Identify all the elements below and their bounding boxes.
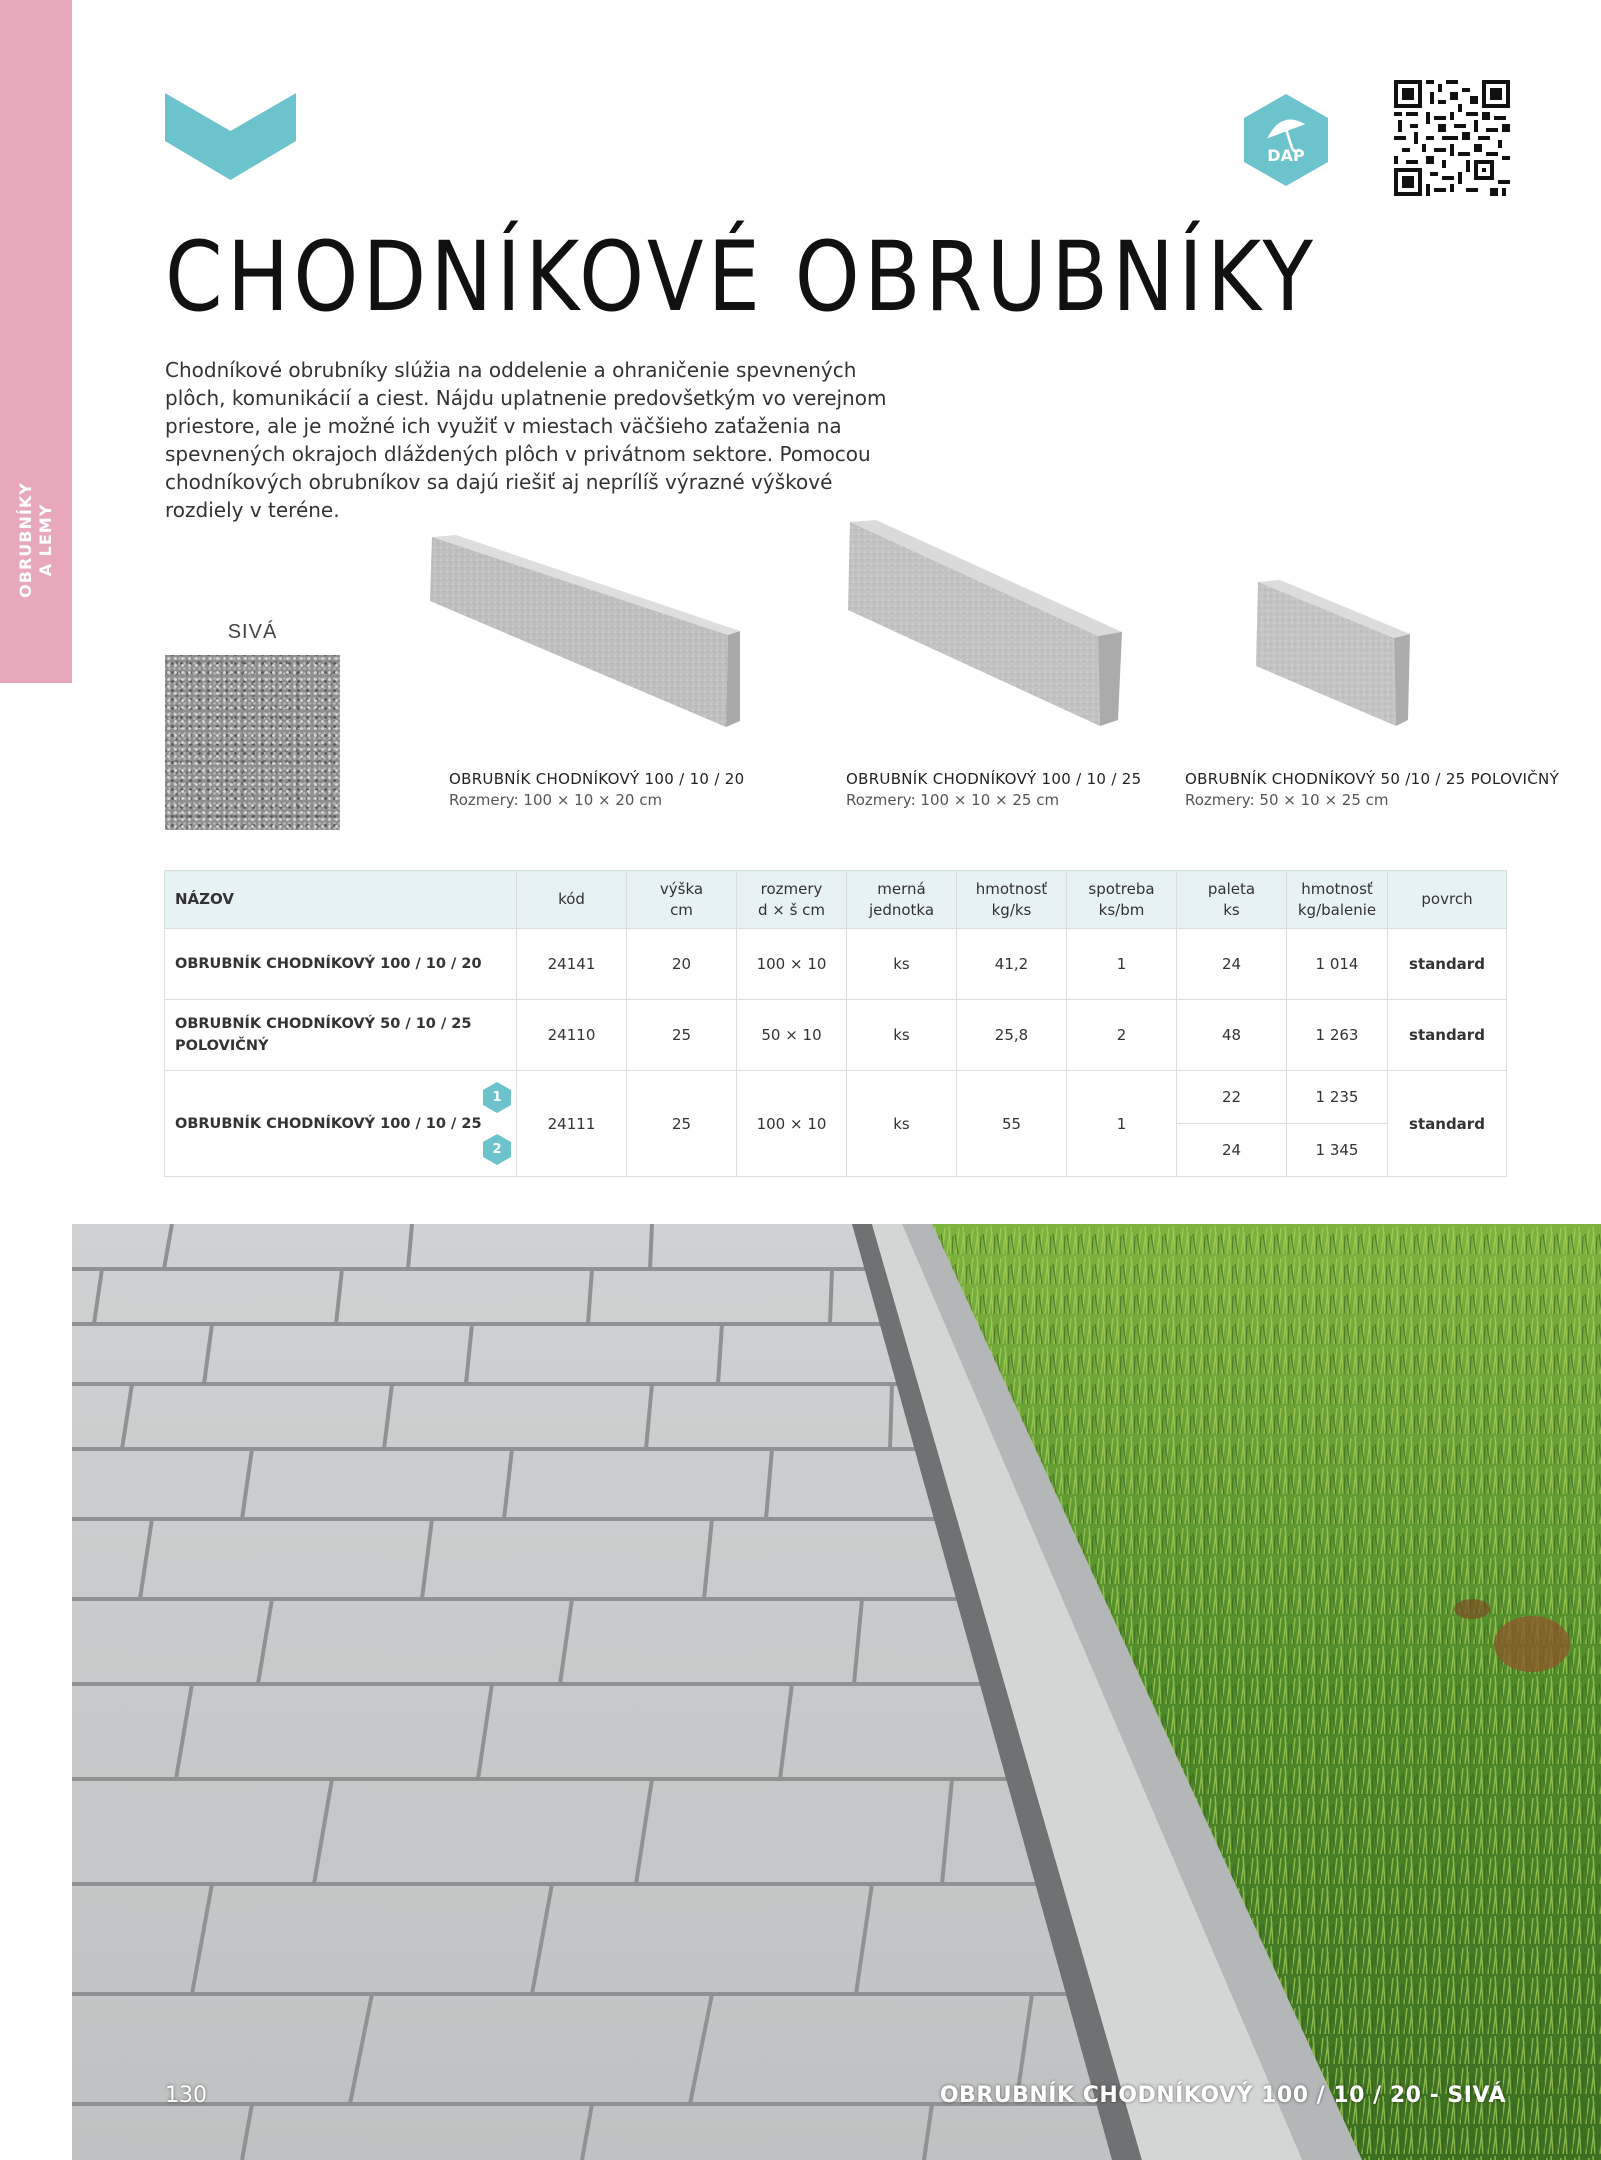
row-vyska: 25 [627, 1071, 737, 1177]
header-vyska: výška cm [627, 871, 737, 929]
side-tab-label [16, 482, 56, 598]
product-dimensions: Rozmery: 100 × 10 × 20 cm [449, 791, 663, 809]
page-title: CHODNÍKOVÉ OBRUBNÍKY [165, 221, 1318, 333]
row-jednotka: ks [847, 1071, 957, 1177]
header-nazov: NÁZOV [165, 871, 517, 929]
product-name: OBRUBNÍK CHODNÍKOVÝ 50 /10 / 25 POLOVIČNÝ [1185, 770, 1560, 788]
row-rozmery: 50 × 10 [737, 1000, 847, 1071]
page-number: 130 [165, 2083, 207, 2108]
header-povrch: povrch [1388, 871, 1507, 929]
application-photo [72, 1224, 1601, 2160]
row-balenie: 1 345 [1287, 1124, 1388, 1177]
header-hmotnost-balenie: hmotnosť kg/balenie [1287, 871, 1388, 929]
row-rozmery: 100 × 10 [737, 1071, 847, 1177]
product-image-50-10-25[interactable] [1254, 580, 1410, 726]
product-name: OBRUBNÍK CHODNÍKOVÝ 100 / 10 / 20 [449, 770, 745, 788]
intro-paragraph: Chodníkové obrubníky slúžia na oddelenie a ohraničenie spevnených plôch, komunikácií a ciest. Nájdu uplatnenie predovšetkým vo verejnom priestore, ale je možné ich využiť v miestach väčšieho zaťaženia na spevnených okrajoch dláždených plôch v privátnom sektore. Pomocou chodníkových obrubníkov sa dajú riešiť aj neprílíš výrazné výškové rozdiely v teréne. [165, 358, 887, 522]
row-paleta: 24 [1177, 1124, 1287, 1177]
row-name-text: OBRUBNÍK CHODNÍKOVÝ 100 / 10 / 25 [175, 1115, 482, 1132]
side-tab [0, 0, 72, 683]
row-jednotka: ks [847, 929, 957, 1000]
table-row [165, 1000, 1507, 1071]
row-vyska: 25 [627, 1000, 737, 1071]
product-dimensions: Rozmery: 50 × 10 × 25 cm [1185, 791, 1389, 809]
table-row [165, 929, 1507, 1000]
row-spotreba: 2 [1067, 1000, 1177, 1071]
row-name: OBRUBNÍK CHODNÍKOVÝ 50 / 10 / 25 POLOVIČNÝ [165, 1000, 517, 1071]
row-paleta: 22 [1177, 1071, 1287, 1124]
product-caption-2 [846, 769, 1141, 811]
side-tab-line-2: A LEMY [36, 503, 55, 577]
row-vyska: 20 [627, 929, 737, 1000]
header-spotreba: spotreba ks/bm [1067, 871, 1177, 929]
row-rozmery: 100 × 10 [737, 929, 847, 1000]
row-jednotka: ks [847, 1000, 957, 1071]
table-row [165, 1071, 1507, 1124]
row-hmotnost: 55 [957, 1071, 1067, 1177]
variant-badge-2: 2 [482, 1133, 512, 1166]
side-tab-line-1: OBRUBNÍKY [16, 482, 35, 598]
row-povrch: standard [1388, 1000, 1507, 1071]
row-balenie: 1 263 [1287, 1000, 1388, 1071]
dap-label: DAP [1267, 146, 1305, 165]
photo-caption: OBRUBNÍK CHODNÍKOVÝ 100 / 10 / 20 - SIVÁ [939, 2083, 1506, 2108]
row-balenie: 1 235 [1287, 1071, 1388, 1124]
product-caption-1 [449, 769, 744, 811]
row-name [165, 1071, 517, 1177]
row-hmotnost: 25,8 [957, 1000, 1067, 1071]
row-name: OBRUBNÍK CHODNÍKOVÝ 100 / 10 / 20 [165, 929, 517, 1000]
row-povrch: standard [1388, 1071, 1507, 1177]
product-caption-3 [1185, 769, 1559, 811]
header-hmotnost: hmotnosť kg/ks [957, 871, 1067, 929]
row-kod: 24110 [517, 1000, 627, 1071]
chevron-down-icon [165, 93, 296, 180]
variant-badge-1: 1 [482, 1081, 512, 1114]
header-merna-jednotka: merná jednotka [847, 871, 957, 929]
table-header-row [165, 871, 1507, 929]
product-name: OBRUBNÍK CHODNÍKOVÝ 100 / 10 / 25 [846, 770, 1142, 788]
header-paleta: paleta ks [1177, 871, 1287, 929]
dap-badge [1242, 92, 1330, 188]
color-swatch-label: SIVÁ [227, 621, 278, 643]
row-spotreba: 1 [1067, 929, 1177, 1000]
row-kod: 24111 [517, 1071, 627, 1177]
row-balenie: 1 014 [1287, 929, 1388, 1000]
row-povrch: standard [1388, 929, 1507, 1000]
row-spotreba: 1 [1067, 1071, 1177, 1177]
header-kod: kód [517, 871, 627, 929]
row-paleta: 48 [1177, 1000, 1287, 1071]
product-image-100-10-25[interactable] [846, 520, 1122, 726]
product-dimensions: Rozmery: 100 × 10 × 25 cm [846, 791, 1060, 809]
row-paleta: 24 [1177, 929, 1287, 1000]
row-hmotnost: 41,2 [957, 929, 1067, 1000]
qr-code[interactable] [1394, 80, 1510, 196]
spec-table [164, 870, 1507, 1177]
product-image-100-10-20[interactable] [428, 535, 740, 731]
color-swatch-sample[interactable] [165, 655, 340, 830]
header-rozmery: rozmery d × š cm [737, 871, 847, 929]
row-kod: 24141 [517, 929, 627, 1000]
hexagon-badge-shape [1242, 92, 1330, 188]
